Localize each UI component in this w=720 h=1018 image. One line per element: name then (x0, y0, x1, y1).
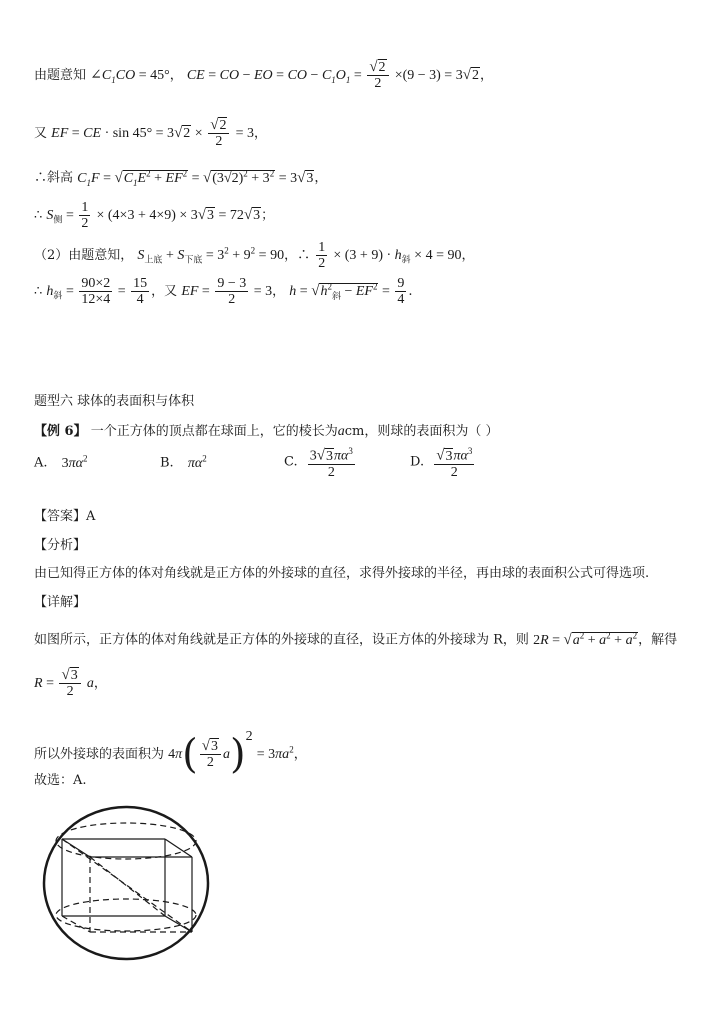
line-text: ， (253, 126, 267, 141)
solution-line-1: 由题意知 $\angle C_1CO = 45^\circ$， CE = CO − EO = CO − $C_1O_1$ = $\frac{√2}{2}$ ×(9 − 3) = 3√2， (34, 59, 493, 91)
line-text: ，又 (151, 284, 178, 299)
line-text: ， (461, 248, 475, 263)
example-label: 【例 6】 (34, 424, 87, 439)
line-text: ∴ (34, 284, 43, 299)
option-b: B. $\pi\alpha^2$ (160, 453, 207, 471)
option-letter: C. (284, 454, 298, 470)
surface-area: 所以外接球的表面积为 4π( $\frac{√3}{2}$ $a)^2 = 3\pi a^2$， (34, 729, 307, 778)
option-letter: A. (34, 455, 48, 471)
example-question (34, 423, 498, 441)
option-a: A. $3\pi\alpha^2$ (34, 453, 88, 471)
line-text: ，∴ (284, 248, 311, 263)
line-text: ； (261, 208, 275, 223)
detail-end: ，解得 (638, 632, 678, 648)
bottom-circle (56, 899, 196, 931)
detail-body: 如图所示，正方体的体对角线就是正方体的外接球的直径，设正方体的外接球为 R，则 (34, 632, 529, 648)
cube-in-sphere-figure (40, 804, 212, 962)
line-text: ， (314, 170, 328, 186)
top-circle (56, 823, 196, 859)
line-text: ， (272, 284, 286, 299)
line-text: ∴斜高 (34, 170, 74, 186)
option-c: C. $\frac{3√3\pi\alpha^3}{2}$ (284, 446, 353, 480)
radius-result: R = $\frac{√3}{2}$ a， (34, 667, 107, 699)
solution-line-5: （2）由题意知， $S_{上底} + S_{下底} = 3^2 + 9^2 = 90$，∴ $\frac{1}{2}$ × $(3 + 9) \cdot h_斜 \times 4 = 90$， (34, 240, 475, 271)
area-text: 所以外接球的表面积为 (34, 747, 165, 762)
question-text: 一个正方体的顶点都在球面上，它的棱长为 (90, 424, 338, 439)
line-text: （2）由题意知， (34, 248, 134, 263)
question-var: a (337, 424, 345, 439)
detail-label: 【详解】 (34, 595, 87, 610)
solution-line-4: ∴ $S_侧$ = $\frac{1}{2}$ × (4×3 + 4×9) × 3√3 = 72√3； (34, 200, 275, 231)
solution-line-3: ∴斜高 $C_1F = √C_1E^2 + EF^2 = √(3√2)^2 + 3^2 = 3√3$， (34, 168, 328, 188)
radius-end: ， (93, 676, 107, 691)
analysis-text: 由已知得正方体的体对角线就是正方体的外接球的直径，求得外接球的半径，再由球的表面积公式可得选项. (34, 566, 650, 581)
conclusion: 故选：A. (34, 773, 87, 788)
analysis-label: 【分析】 (34, 538, 87, 553)
area-end: ， (293, 747, 307, 762)
sphere-outline (44, 807, 208, 959)
line-text: ， (169, 68, 183, 83)
line-text: 由题意知 (34, 68, 87, 83)
detail-text: 如图所示，正方体的体对角线就是正方体的外接球的直径，设正方体的外接球为 R，则 $2R = √a^2 + a^2 + a^2$，解得 (34, 630, 678, 648)
cube-hidden-edges (62, 839, 192, 932)
section-title: 题型六 球体的表面积与体积 (34, 394, 195, 409)
question-text-end: cm，则球的表面积为（ ） (344, 424, 499, 439)
solution-line-2: 又 EF = CE · sin 45° = 3√2 × $\frac{√2}{2}$ = 3， (34, 117, 267, 149)
line-text: ， (479, 68, 493, 83)
line-text: ∴ (34, 208, 43, 223)
option-d: D. $\frac{√3\pi\alpha^3}{2}$ (410, 446, 473, 480)
option-letter: B. (160, 455, 174, 471)
option-letter: D. (410, 454, 425, 470)
line-text: 又 (34, 126, 48, 141)
line-text: . (408, 284, 413, 299)
answer: 【答案】A (34, 509, 96, 524)
solution-line-6: ∴ $h_斜$ = $\frac{90\times 2}{12\times 4}$ = $\frac{15}{4}$ ，又 EF = $\frac{9 - 3}{2}$ = 3， $h = √h^2_斜 - EF^2$ = $\frac{9}{4}$ . (34, 276, 413, 307)
